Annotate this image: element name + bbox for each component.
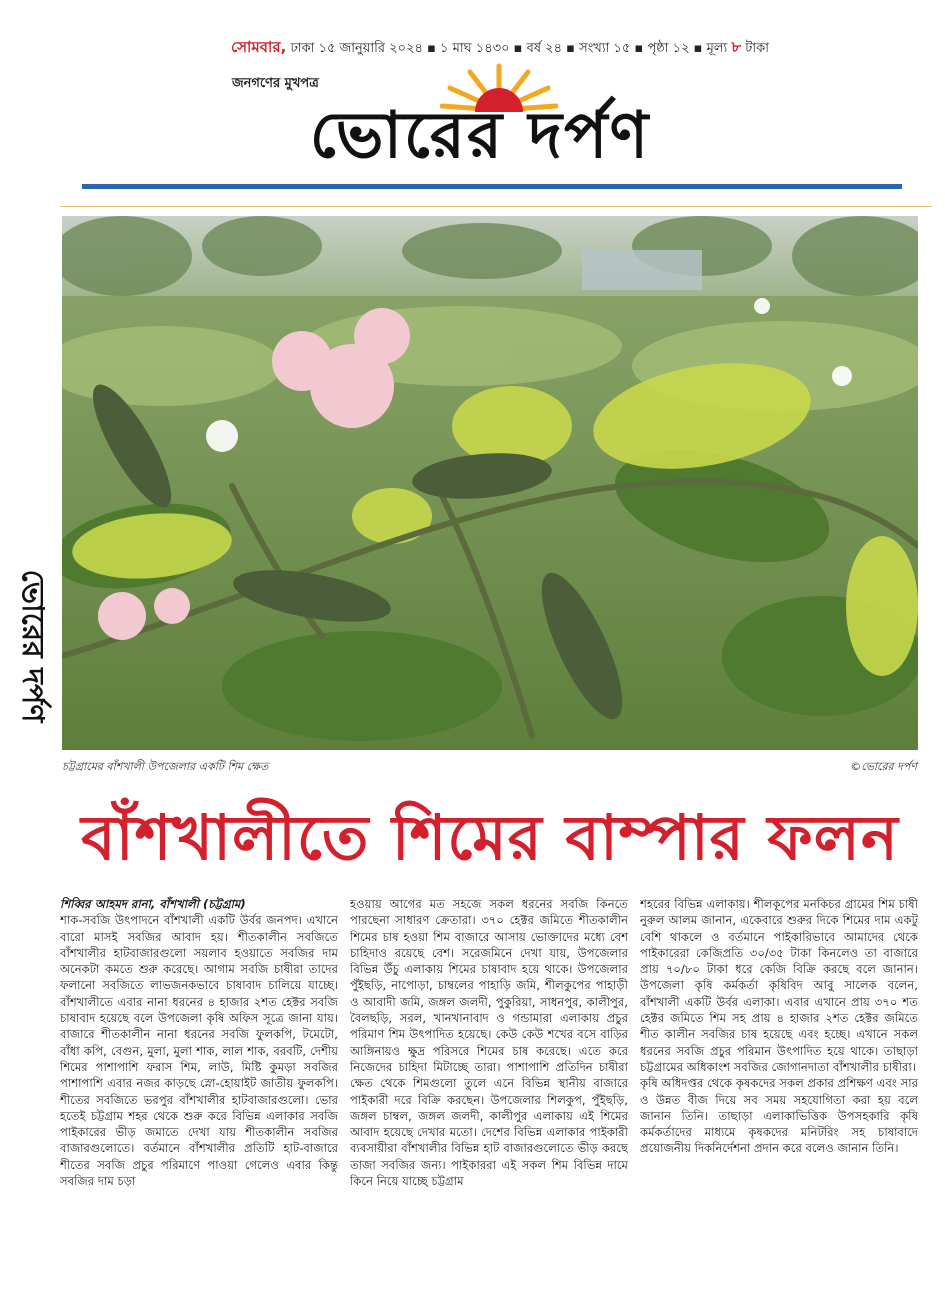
article-column-1	[60, 896, 338, 1300]
dateline-currency: টাকা	[745, 41, 770, 56]
article-column-3	[640, 896, 918, 1300]
dateline-details: ঢাকা ১৫ জানুয়ারি ২০২৪ ▪ ১ মাঘ ১৪৩০ ▪ বর্ষ ২৪ ▪ সংখ্যা ১৫ ▪ পৃষ্ঠা ১২ ▪ মূল্য	[290, 41, 728, 56]
article-column-3-text-b: কৃষি অধিদপ্তর থেকে কৃষকদের সকল প্রকার প্রশিক্ষণ এবং সার ও উন্নত বীজ দিয়ে সব সময় সহযোগিতা করা হয় বলে জানান তিনি। তাছাড়া এলাকাভিত্তিক উপসহকারি কৃষি কর্মকর্তাদের মাধ্যমে কৃষকদের মনিটরিং সহ চাষাবাদে প্রয়োজনীয় দিকনির্দেশনা প্রদান করে বলেও জানান তিনি।	[640, 1076, 918, 1156]
dateline-day: সোমবার,	[230, 38, 287, 56]
photo-caption: চট্টগ্রামের বাঁশখালী উপজেলার একটি শিম ক্ষেত	[62, 760, 269, 773]
masthead-tagline: জনগণের মুখপত্র	[232, 76, 319, 91]
bean-field-photo	[62, 216, 918, 750]
masthead-title: ভোরের দর্পণ	[309, 98, 651, 173]
side-logo-text: ভোরের দর্পণ	[15, 569, 50, 723]
photo-credit: ©ভোরের দর্পণ	[850, 760, 917, 773]
side-logo	[10, 516, 54, 776]
masthead-rule	[82, 184, 902, 189]
article-column-3-text: শহরের বিভিন্ন এলাকায়। শীলকূপের মনকিচর গ্রামের শিম চাষী নুরুল আলম জানান, একেবারে শুরুর দিকে শিমের দাম একটু বেশি থাকলে ও বর্তমানে পাইকারিভাবে আমাদের থেকে পাইকারেরা কেজিপ্রতি ৩০/৩৫ টাকা কিনলেও তা বাজারে প্রায় ৭০/৮০ টাকা ধরে কেজি বিক্রি করছে বলে জানান। উপজেলা কৃষি কর্মকর্তা কৃষিবিদ আবু সালেক বলেন, বাঁশখালী একটি উর্বর এলাকা। এবার এখানে প্রায় ৩৭০ শত হেক্টর জমিতে শিম সহ প্রায় ৪ হাজার ২শত হেক্টর জমিতে শীত কালীন সবজির চাষ হয়েছে এবং হচ্ছে। এখানে সকল ধরনের সবজি প্রচুর পরিমান উৎপাদিত হয়ে থাকে। তাছাড়া চট্টগ্রামের অধিকাংশ সবজির জোগানদাতা বাঁশখালীর চাষীরা।	[640, 897, 918, 1074]
article-body	[60, 896, 918, 1300]
section-rule	[60, 206, 932, 207]
article-byline: শিব্বির আহমদ রানা, বাঁশখালী (চট্টগ্রাম)	[60, 897, 246, 911]
dateline-price: ৮	[731, 38, 742, 56]
article-column-1-text: শাক-সবজি উৎপাদনে বাঁশখালী একটি উর্বর জনপদ। এখানে বারো মাসই সবজির আবাদ হয়। শীতকালীন সবজিতে বাঁশখালীর হাটবাজারগুলো সয়লাব হওয়াতে সবজির দাম অনেকটা কমতে শুরু করেছে। আগাম সবজি চাষীরা তাদের ফলানো সবজিতে লাভজনকভাবে চাষাবাদ চালিয়ে যাচ্ছে। বাঁশখালীতে এবার নানা ধরনের ৪ হাজার ২শত হেক্টর সবজি চাষাবাদ হয়েছে বলে উপজেলা কৃষি অফিস সূত্রে জানা যায়। বাজারে শীতকালীন নানা ধরনের সবজি ফুলকপি, টমেটো, বাঁধা কপি, বেগুন, মুলা, মুলা শাক, লাল শাক, বরবটি, দেশীয় শিমের পাশাপাশি ফরাস শিম, লাউ, মিষ্টি কুমড়া সবজির পাশাপাশি এবার নজর কাড়ছে স্নো-হোয়াইট জাতীয় ফুলকপি। শীতের সবজিতে ভরপুর বাঁশখালীর হাটবাজারগুলো। ভোর হতেই চট্টগ্রাম শহর থেকে শুরু করে বিভিন্ন এলাকার সবজি পাইকারের ভীড় জমাতে দেখা যায় শীতকালীন সবজির বাজারগুলোতে। বর্তমানে বাঁশখালীর প্রতিটি হাট-বাজারে শীতের সবজি প্রচুর পরিমাণে পাওয়া গেলেও এবার কিন্তু সবজির দাম চড়া	[60, 913, 338, 1189]
article-column-2-text: হওয়ায় আগের মত সহজে সকল ধরনের সবজি কিনতে পারছেনা সাধারণ ক্রেতারা। ৩৭০ হেক্টর জমিতে শীতকালীন শিমের চাষ হওয়া শিম বাজারে আসায় ভোক্তাদের মধ্যে বেশ চাহিদাও রয়েছে বেশ। সরেজমিনে দেখা যায়, উপজেলার বিভিন্ন উঁচু এলাকায় শিমের চাষাবাদ হয়ে থাকে। উপজেলার পুঁইছড়ি, নাপোড়া, চাম্বলের পাহাড়ি জমি, শীলকুপের পাহাড়ী ও আবাদী জমি, জঙ্গল জলদী, পুকুরিয়া, সাধনপুর, কালীপুর, বৈলছড়ি, সরল, খানখানাবাদ ও গন্ডামারা এলাকায় প্রচুর পরিমাণ শিম উৎপাদিত হয়েছে। কেউ কেউ শখের বসে বাড়ির আঙ্গিনায়ও ক্ষুদ্র পরিসরে শিমের চাষ করেছে। এতে করে নিজেদের চাহিদা মিটাচ্ছে তারা। পাশাপাশি প্রতিদিন চাষীরা ক্ষেত থেকে শিমগুলো তুলে এনে বিভিন্ন স্থানীয় বাজারে পাইকারী দরে বিক্রি করছেন। উপজেলার শিলকুপ, পুঁইছড়ি, জঙ্গল চাম্বল, জঙ্গল জলদী, কালীপুর এলাকায় এই শিমের আবাদ হয়েছে দেখার মতো। দেশের বিভিন্ন এলাকার পাইকারী ব্যবসায়ীরা বাঁশখালীর বিভিন্ন হাট বাজারগুলোতে ভীড় করছে তাজা সবজির জন্য। পাইকাররা এই সকল শিম বিভিন্ন দামে কিনে নিয়ে যাচ্ছে চট্টগ্রাম	[350, 897, 628, 1189]
article-headline: বাঁশখালীতে শিমের বাম্পার ফলন	[81, 801, 899, 874]
dateline	[150, 36, 850, 58]
article-column-2	[350, 896, 628, 1300]
